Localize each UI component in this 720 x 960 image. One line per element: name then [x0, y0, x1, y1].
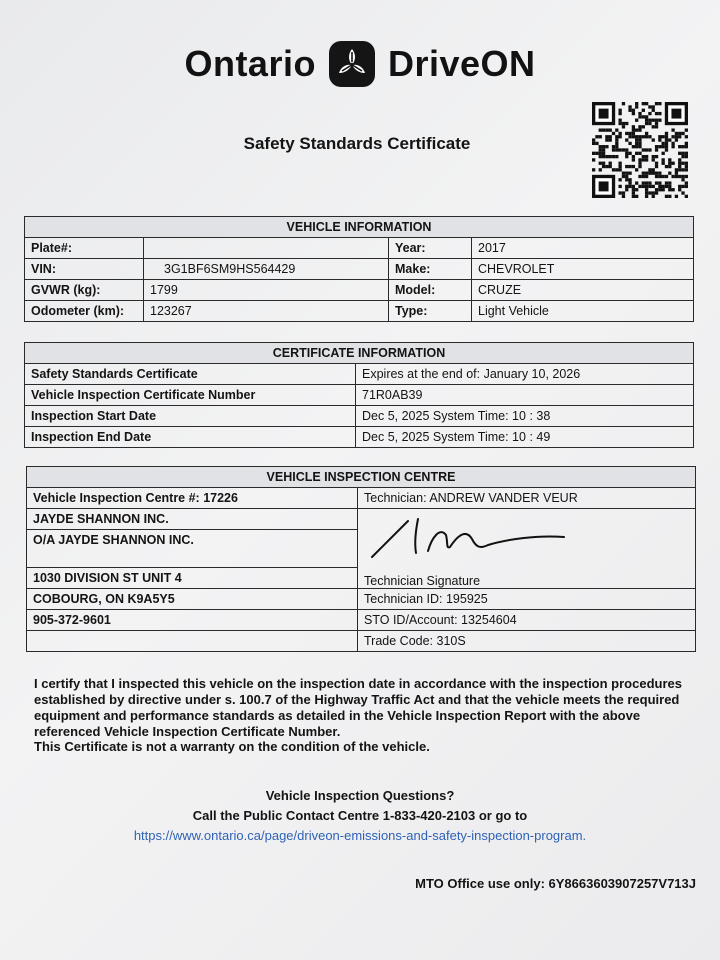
table-row [25, 238, 694, 259]
vehicle-information-heading: VEHICLE INFORMATION [25, 217, 694, 238]
model-label: Model: [389, 280, 472, 301]
certification-statement [34, 676, 694, 740]
centre-number: Vehicle Inspection Centre #: 17226 [27, 488, 358, 509]
table-row [25, 385, 694, 406]
vin-value: 3G1BF6SM9HS564429 [144, 259, 389, 280]
plate-value [144, 238, 389, 259]
end-date-label: Inspection End Date [25, 427, 356, 448]
signature-cell [358, 509, 696, 589]
page-title: Safety Standards Certificate [243, 134, 471, 153]
empty-cell [27, 631, 358, 652]
technician-id: Technician ID: 195925 [358, 589, 696, 610]
year-label: Year: [389, 238, 472, 259]
table-row [25, 259, 694, 280]
centre-name: JAYDE SHANNON INC. [27, 509, 358, 530]
mto-office-code: MTO Office use only: 6Y8663603907257V713J [415, 876, 696, 891]
odometer-label: Odometer (km): [25, 301, 144, 322]
plate-label: Plate#: [25, 238, 144, 259]
vehicle-information-table [24, 216, 694, 322]
trade-code: Trade Code: 310S [358, 631, 696, 652]
gvwr-label: GVWR (kg): [25, 280, 144, 301]
centre-operating-as: O/A JAYDE SHANNON INC. [27, 530, 358, 568]
contact-link[interactable]: https://www.ontario.ca/page/driveon-emissions-and-safety-inspection-program. [133, 828, 587, 843]
qr-code[interactable] [592, 102, 688, 198]
table-row [27, 488, 696, 509]
inspection-centre-table [26, 466, 696, 652]
table-row [25, 364, 694, 385]
year-value: 2017 [472, 238, 694, 259]
technician-signature [368, 513, 578, 561]
make-value: CHEVROLET [472, 259, 694, 280]
trillium-icon [328, 40, 376, 88]
vin-label: VIN: [25, 259, 144, 280]
warranty-disclaimer: This Certificate is not a warranty on the condition of the vehicle. [34, 739, 430, 754]
contact-question: Vehicle Inspection Questions? [265, 788, 455, 803]
start-date-value: Dec 5, 2025 System Time: 10 : 38 [356, 406, 694, 427]
centre-phone: 905-372-9601 [27, 610, 358, 631]
table-row [27, 509, 696, 530]
ssc-expiry: Expires at the end of: January 10, 2026 [356, 364, 694, 385]
certificate-number-label: Vehicle Inspection Certificate Number [25, 385, 356, 406]
inspection-centre-heading: VEHICLE INSPECTION CENTRE [27, 467, 696, 488]
table-row [27, 589, 696, 610]
brand-driveon: DriveON [387, 43, 536, 84]
centre-city: COBOURG, ON K9A5Y5 [27, 589, 358, 610]
model-value: CRUZE [472, 280, 694, 301]
make-label: Make: [389, 259, 472, 280]
contact-call: Call the Public Contact Centre 1-833-420-2103 or go to [192, 808, 528, 823]
table-row [25, 427, 694, 448]
table-row [27, 610, 696, 631]
start-date-label: Inspection Start Date [25, 406, 356, 427]
brand-logo [184, 40, 535, 88]
type-value: Light Vehicle [472, 301, 694, 322]
table-row [25, 280, 694, 301]
technician-signature-label: Technician Signature [364, 574, 481, 588]
certification-text: I certify that I inspected this vehicle on the inspection date in accordance with the inspection procedures established by directive under s. 100.7 of the Highway Traffic Act and that the vehicle meets the required equipment and performance standards as detailed in the Vehicle Inspection Report with the above referenced Vehicle Inspection Certificate Number. [34, 676, 682, 739]
sto-account: STO ID/Account: 13254604 [358, 610, 696, 631]
contact-section [0, 786, 720, 846]
certificate-number-value: 71R0AB39 [356, 385, 694, 406]
gvwr-value: 1799 [144, 280, 389, 301]
certificate-information-table [24, 342, 694, 448]
ssc-label: Safety Standards Certificate [25, 364, 356, 385]
table-row [27, 631, 696, 652]
type-label: Type: [389, 301, 472, 322]
end-date-value: Dec 5, 2025 System Time: 10 : 49 [356, 427, 694, 448]
centre-address: 1030 DIVISION ST UNIT 4 [27, 568, 358, 589]
table-row [25, 406, 694, 427]
certificate-information-heading: CERTIFICATE INFORMATION [25, 343, 694, 364]
technician-name: Technician: ANDREW VANDER VEUR [358, 488, 696, 509]
brand-ontario: Ontario [184, 43, 316, 84]
odometer-value: 123267 [144, 301, 389, 322]
header [0, 40, 720, 88]
table-row [25, 301, 694, 322]
